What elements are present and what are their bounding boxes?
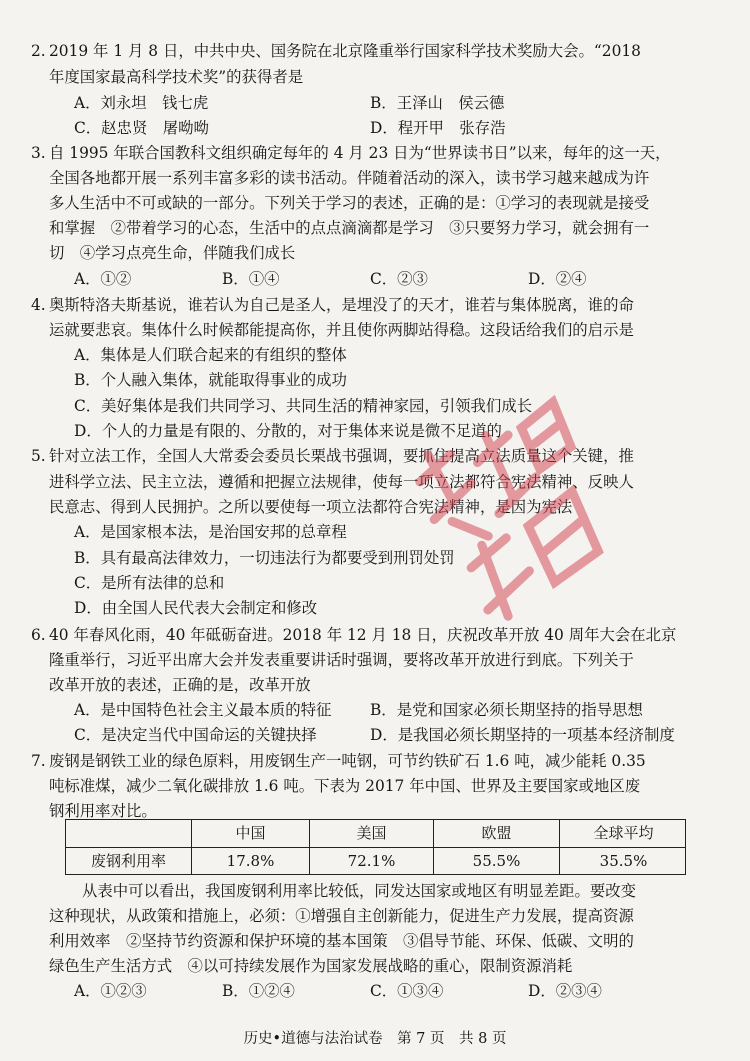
- table-header-eu: 欧盟: [434, 820, 560, 847]
- q7-after-text-2: 这种现状，从政策和措施上，必须：①增强自主创新能力，促进生产力发展，提高资源: [49, 907, 634, 925]
- q3-option-c: C．②③: [370, 270, 428, 288]
- q6-option-d: D．是我国必须长期坚持的一项基本经济制度: [370, 726, 675, 744]
- table-header-china: 中国: [192, 820, 310, 847]
- scrap-steel-table: [65, 819, 686, 875]
- q7-number: 7.: [31, 752, 46, 770]
- table-cell-global: 35.5%: [599, 852, 648, 870]
- q5-text-1: 针对立法工作，全国人大常委会委员长栗战书强调，要抓住提高立法质量这个关键，推: [49, 447, 634, 465]
- q4-option-a: A．集体是人们联合起来的有组织的整体: [74, 346, 347, 364]
- table-header-empty: [66, 820, 192, 847]
- q4-text-2: 运就要悲哀。集体什么时候都能提高你，并且使你两脚站得稳。这段话给我们的启示是: [49, 321, 634, 339]
- q5-option-a: A．是国家根本法，是治国安邦的总章程: [74, 523, 347, 541]
- q5-option-b: B．具有最高法律效力，一切违法行为都要受到刑罚处罚: [74, 549, 455, 567]
- q3-option-d: D．②④: [528, 270, 587, 288]
- q3-text-2: 全国各地都开展一系列丰富多彩的读书活动。伴随着活动的深入，读书学习越来越成为许: [49, 169, 650, 187]
- q5-number: 5.: [31, 447, 46, 465]
- q6-option-c: C．是决定当代中国命运的关键抉择: [74, 726, 317, 744]
- q3-text-5: 切 ④学习点亮生命，伴随我们成长: [49, 244, 296, 262]
- q7-option-b: B．①②④: [222, 982, 295, 1000]
- q4-option-b: B．个人融入集体，就能取得事业的成功: [74, 371, 347, 389]
- q6-option-b: B．是党和国家必须长期坚持的指导思想: [370, 701, 643, 719]
- q2-text-1: 2019 年 1 月 8 日，中共中央、国务院在北京隆重举行国家科学技术奖励大会。“2018: [49, 42, 641, 60]
- table-header-global: 全球平均: [593, 824, 654, 842]
- q3-text-4: 和掌握 ②带着学习的心态，生活中的点点滴滴都是学习 ③只要努力学习，就会拥有一: [49, 219, 650, 237]
- q7-after-text-1: 从表中可以看出，我国废钢利用率比较低，同发达国家或地区有明显差距。要改变: [82, 882, 637, 900]
- q7-option-a: A．①②③: [74, 982, 147, 1000]
- table-row: [66, 848, 685, 875]
- q4-text-1: 奥斯特洛夫斯基说，谁若认为自己是圣人，是埋没了的天才，谁若与集体脱离，谁的命: [49, 296, 634, 314]
- q4-number: 4.: [31, 296, 46, 314]
- q7-after-text-3: 利用效率 ②坚持节约资源和保护环境的基本国策 ③倡导节能、环保、低碳、文明的: [49, 932, 634, 950]
- q3-number: 3.: [31, 144, 46, 162]
- table-header-row: [66, 820, 685, 848]
- page-footer: 历史•道德与法治试卷 第 7 页 共 8 页: [243, 1031, 507, 1047]
- q7-option-d: D．②③④: [528, 982, 602, 1000]
- q2-number: 2.: [31, 42, 46, 60]
- q6-text-1: 40 年春风化雨，40 年砥砺奋进。2018 年 12 月 18 日，庆祝改革开放 40 周年大会在北京: [49, 626, 677, 644]
- table-cell-eu: 55.5%: [434, 848, 560, 875]
- q5-option-d: D．由全国人民代表大会制定和修改: [74, 599, 318, 617]
- q6-text-2: 隆重举行，习近平出席大会并发表重要讲话时强调，要将改革开放进行到底。下列关于: [49, 651, 634, 669]
- table-cell-china: 17.8%: [192, 848, 310, 875]
- q2-option-a: A．刘永坦 钱七虎: [74, 94, 209, 112]
- q4-option-d: D．个人的力量是有限的、分散的，对于集体来说是微不足道的: [74, 422, 502, 440]
- q5-text-2: 进科学立法、民主立法，遵循和把握立法规律，使每一项立法都符合宪法精神、反映人: [49, 473, 634, 491]
- q6-option-a: A．是中国特色社会主义最本质的特征: [74, 701, 332, 719]
- q7-text-1: 废钢是钢铁工业的绿色原料，用废钢生产一吨钢，可节约铁矿石 1.6 吨，减少能耗 0.35: [49, 752, 646, 770]
- q7-text-3: 钢利用率对比。: [49, 802, 157, 820]
- q2-option-d: D．程开甲 张存浩: [370, 119, 506, 137]
- q2-option-b: B．王泽山 侯云德: [370, 94, 505, 112]
- table-cell-usa: 72.1%: [310, 848, 434, 875]
- table-header-usa: 美国: [310, 820, 434, 847]
- q3-text-1: 自 1995 年联合国教科文组织确定每年的 4 月 23 日为“世界读书日”以来，每年的这一天，: [49, 144, 671, 162]
- q6-number: 6.: [31, 626, 46, 644]
- table-row-label: 废钢利用率: [66, 848, 192, 875]
- q7-text-2: 吨标准煤，减少二氧化碳排放 1.6 吨。下表为 2017 年中国、世界及主要国家或地区废: [49, 777, 641, 795]
- q5-text-3: 民意志、得到人民拥护。之所以要使每一项立法都符合宪法精神，是因为宪法: [49, 498, 573, 516]
- q2-text-2: 年度国家最高科学技术奖”的获得者是: [49, 68, 304, 86]
- q4-option-c: C．美好集体是我们共同学习、共同生活的精神家园，引领我们成长: [74, 397, 533, 415]
- q7-option-c: C．①③④: [370, 982, 444, 1000]
- q6-text-3: 改革开放的表述，正确的是，改革开放: [49, 676, 311, 694]
- q7-after-text-4: 绿色生产生活方式 ④以可持续发展作为国家发展战略的重心，限制资源消耗: [49, 957, 573, 975]
- q3-option-a: A．①②: [74, 270, 132, 288]
- q3-text-3: 多人生活中不可或缺的一部分。下列关于学习的表述，正确的是：①学习的表现就是接受: [49, 194, 650, 212]
- q5-option-c: C．是所有法律的总和: [74, 574, 225, 592]
- q3-option-b: B．①④: [222, 270, 280, 288]
- q2-option-c: C．赵忠贤 屠呦呦: [74, 119, 209, 137]
